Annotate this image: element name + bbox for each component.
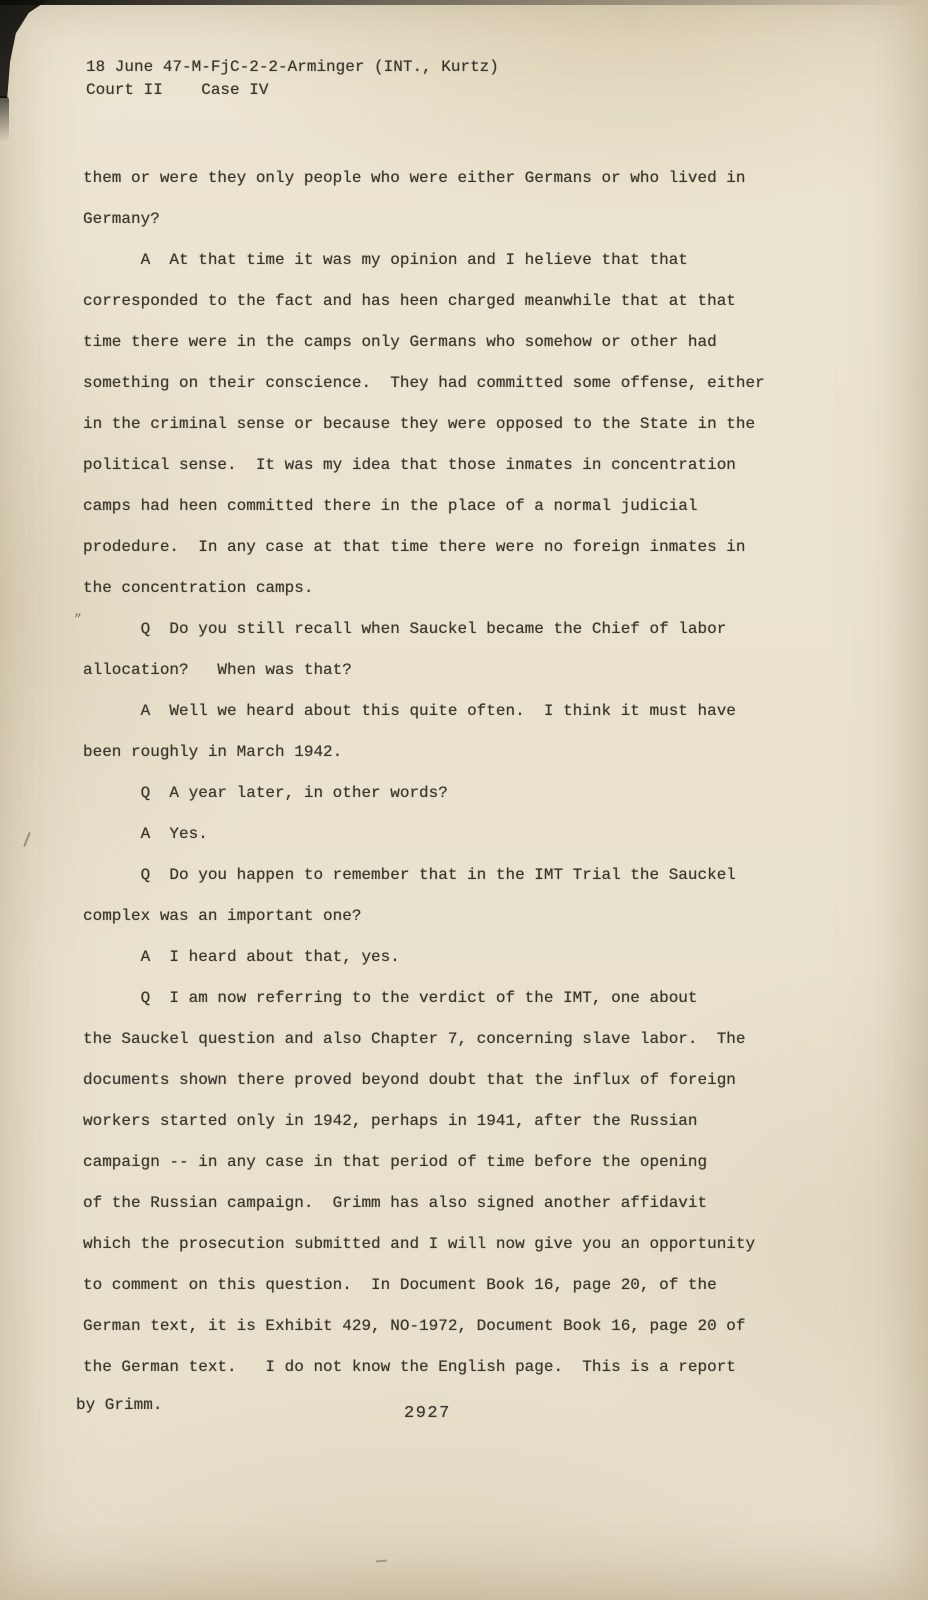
transcript-line: Germany? xyxy=(83,210,160,228)
transcript-line: German text, it is Exhibit 429, NO-1972, Document Book 16, page 20 of xyxy=(83,1317,746,1335)
header-court-case: Court II Case IV xyxy=(86,81,269,99)
stray-ink-mark: ” xyxy=(74,612,82,627)
transcript-line: A I heard about that, yes. xyxy=(83,948,400,966)
transcript-line: the German text. I do not know the English page. This is a report xyxy=(83,1358,736,1376)
transcript-line: Q Do you happen to remember that in the IMT Trial the Sauckel xyxy=(83,866,736,884)
stray-pen-mark xyxy=(23,832,30,847)
transcript-line: Q A year later, in other words? xyxy=(83,784,448,802)
scan-artifact-top-edge xyxy=(0,0,928,5)
transcript-line: allocation? When was that? xyxy=(83,661,352,679)
header-case-reference: 18 June 47-M-FjC-2-2-Arminger (INT., Kurtz) xyxy=(86,58,499,76)
document-header xyxy=(86,56,499,102)
signature-line: by Grimm. xyxy=(76,1396,163,1414)
transcript-line: in the criminal sense or because they were opposed to the State in the xyxy=(83,415,756,433)
transcript-line: documents shown there proved beyond doubt that the influx of foreign xyxy=(83,1071,736,1089)
transcript-line: workers started only in 1942, perhaps in 1941, after the Russian xyxy=(83,1112,698,1130)
transcript-line: campaign -- in any case in that period of time before the opening xyxy=(83,1153,708,1171)
transcript-line: them or were they only people who were either Germans or who lived in xyxy=(83,169,746,187)
page-number: 2927 xyxy=(404,1404,451,1423)
transcript-line: corresponded to the fact and has heen charged meanwhile that at that xyxy=(83,292,736,310)
transcript-line: been roughly in March 1942. xyxy=(83,743,343,761)
transcript-line: A At that time it was my opinion and I helieve that that xyxy=(83,251,688,269)
transcript-line: complex was an important one? xyxy=(83,907,362,925)
transcript-line: the concentration camps. xyxy=(83,579,314,597)
transcript-line: the Sauckel question and also Chapter 7, concerning slave labor. The xyxy=(83,1030,746,1048)
transcript-line: A Yes. xyxy=(83,825,208,843)
transcript-line: Q I am now referring to the verdict of the IMT, one about xyxy=(83,989,698,1007)
scan-artifact-left-edge xyxy=(0,96,9,142)
transcript-body xyxy=(83,158,765,1388)
transcript-line: of the Russian campaign. Grimm has also signed another affidavit xyxy=(83,1194,708,1212)
transcript-line: camps had heen committed there in the place of a normal judicial xyxy=(83,497,698,515)
scan-artifact-top-left-corner xyxy=(0,0,48,98)
transcript-line: Q Do you still recall when Sauckel became the Chief of labor xyxy=(83,620,727,638)
transcript-line: political sense. It was my idea that those inmates in concentration xyxy=(83,456,736,474)
transcript-line: prodedure. In any case at that time there were no foreign inmates in xyxy=(83,538,746,556)
transcript-line: which the prosecution submitted and I will now give you an opportunity xyxy=(83,1235,756,1253)
transcript-line: to comment on this question. In Document Book 16, page 20, of the xyxy=(83,1276,717,1294)
transcript-line: something on their conscience. They had committed some offense, either xyxy=(83,374,765,392)
transcript-line: A Well we heard about this quite often. I think it must have xyxy=(83,702,736,720)
transcript-line: time there were in the camps only Germans who somehow or other had xyxy=(83,333,717,351)
scan-artifact-bottom-mark xyxy=(376,1560,387,1563)
